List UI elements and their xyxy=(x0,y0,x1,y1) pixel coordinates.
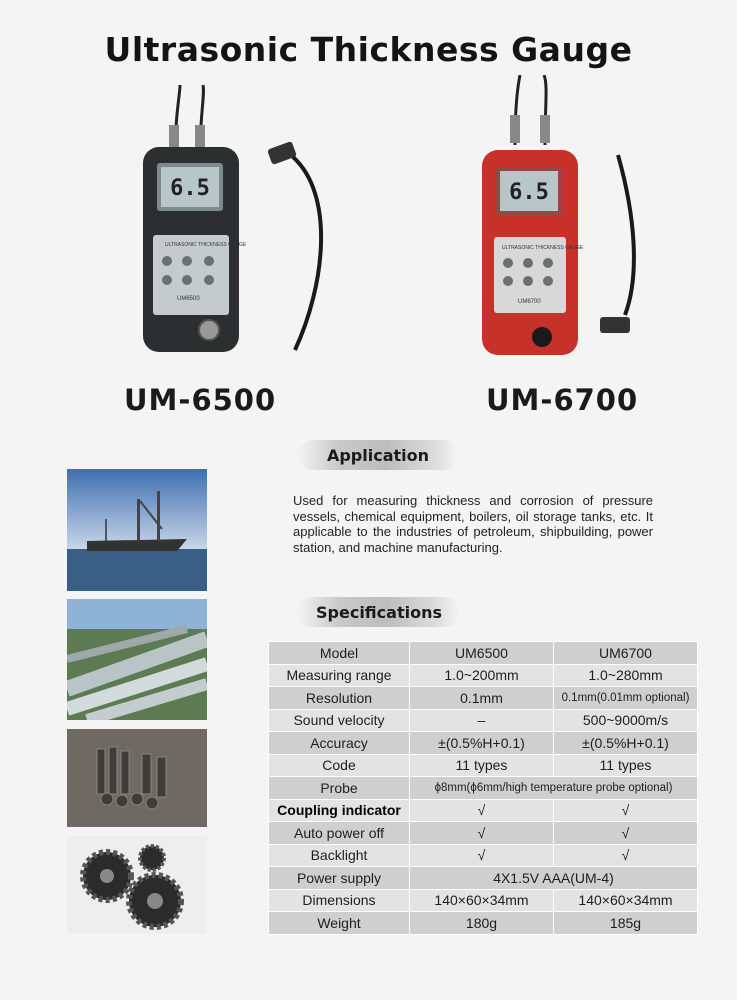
spec-value-um6700: 1.0~280mm xyxy=(554,664,698,687)
spec-value-um6500: √ xyxy=(410,822,554,845)
spec-label: Power supply xyxy=(269,867,410,890)
spec-value-um6500: √ xyxy=(410,844,554,867)
table-row xyxy=(269,867,698,890)
spec-value-um6700: 140×60×34mm xyxy=(554,889,698,912)
spec-label: Sound velocity xyxy=(269,709,410,732)
application-text: Used for measuring thickness and corrosion of pressure vessels, chemical equipment, boilers, oil storage tanks, etc. It applicable to the industries of petroleum, shipbuilding, power station, and machine manufacturing. xyxy=(293,493,653,555)
table-row xyxy=(269,732,698,755)
spec-value-um6700: 0.1mm(0.01mm optional) xyxy=(554,687,698,710)
spec-label: Resolution xyxy=(269,687,410,710)
spec-value-um6700: UM6700 xyxy=(554,642,698,665)
svg-text:ULTRASONIC THICKNESS GAUGE: ULTRASONIC THICKNESS GAUGE xyxy=(502,245,584,251)
spec-label: Dimensions xyxy=(269,889,410,912)
spec-value-um6700: ±(0.5%H+0.1) xyxy=(554,732,698,755)
spec-value-merged: 4X1.5V AAA(UM-4) xyxy=(410,867,698,890)
lcd-readout: 6.5 xyxy=(509,180,549,205)
spec-label: Measuring range xyxy=(269,664,410,687)
model-label-um6500: UM-6500 xyxy=(124,383,277,417)
table-row xyxy=(269,777,698,800)
um6700-device-illustration xyxy=(470,75,670,385)
spec-value-um6700: √ xyxy=(554,799,698,822)
spec-value-um6500: ±(0.5%H+0.1) xyxy=(410,732,554,755)
table-row xyxy=(269,664,698,687)
spec-value-um6700: 185g xyxy=(554,912,698,935)
table-row xyxy=(269,844,698,867)
spec-value-um6500: 11 types xyxy=(410,754,554,777)
gears-photo xyxy=(67,836,207,934)
spec-label: Auto power off xyxy=(269,822,410,845)
spec-value-um6700: 500~9000m/s xyxy=(554,709,698,732)
um6500-device-illustration xyxy=(135,85,345,385)
table-row xyxy=(269,822,698,845)
metal-parts-photo xyxy=(67,729,207,827)
spec-value-um6500: – xyxy=(410,709,554,732)
spec-value-um6500: √ xyxy=(410,799,554,822)
table-row xyxy=(269,687,698,710)
table-row xyxy=(269,642,698,665)
svg-text:ULTRASONIC THICKNESS GAUGE: ULTRASONIC THICKNESS GAUGE xyxy=(165,242,247,248)
model-label-um6700: UM-6700 xyxy=(486,383,639,417)
specifications-table xyxy=(268,641,698,935)
spec-label: Coupling indicator xyxy=(269,799,410,822)
svg-text:UM6500: UM6500 xyxy=(177,296,200,302)
spec-value-um6500: 180g xyxy=(410,912,554,935)
spec-value-um6500: 1.0~200mm xyxy=(410,664,554,687)
ship-photo xyxy=(67,469,207,591)
spec-value-um6700: 11 types xyxy=(554,754,698,777)
specifications-heading: Specifications xyxy=(298,597,460,627)
spec-value-um6500: 140×60×34mm xyxy=(410,889,554,912)
spec-value-merged: ϕ8mm(ϕ6mm/high temperature probe optional) xyxy=(410,777,698,800)
table-row xyxy=(269,799,698,822)
spec-label: Model xyxy=(269,642,410,665)
svg-text:UM6700: UM6700 xyxy=(518,299,541,305)
spec-label: Code xyxy=(269,754,410,777)
table-row xyxy=(269,709,698,732)
table-row xyxy=(269,754,698,777)
spec-value-um6500: UM6500 xyxy=(410,642,554,665)
spec-label: Probe xyxy=(269,777,410,800)
table-row xyxy=(269,889,698,912)
page-title: Ultrasonic Thickness Gauge xyxy=(104,30,633,69)
spec-label: Backlight xyxy=(269,844,410,867)
spec-value-um6700: √ xyxy=(554,822,698,845)
pipeline-photo xyxy=(67,599,207,720)
spec-value-um6700: √ xyxy=(554,844,698,867)
lcd-readout: 6.5 xyxy=(170,176,210,201)
spec-label: Weight xyxy=(269,912,410,935)
table-row xyxy=(269,912,698,935)
spec-value-um6500: 0.1mm xyxy=(410,687,554,710)
application-heading: Application xyxy=(298,440,458,470)
spec-label: Accuracy xyxy=(269,732,410,755)
